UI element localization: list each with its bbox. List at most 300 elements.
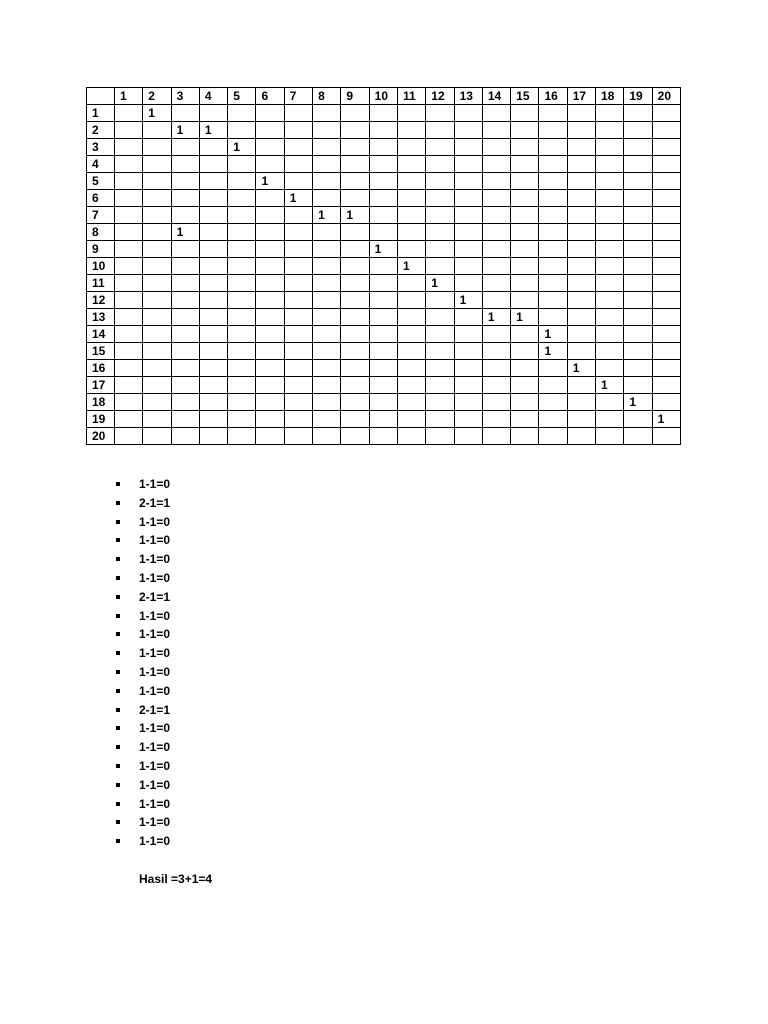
matrix-cell: 1	[199, 122, 227, 139]
matrix-cell	[596, 275, 624, 292]
matrix-cell	[596, 122, 624, 139]
adjacency-matrix-table	[86, 87, 681, 445]
matrix-cell	[652, 360, 680, 377]
matrix-cell	[539, 428, 567, 445]
matrix-cell	[454, 122, 482, 139]
matrix-cell	[596, 258, 624, 275]
matrix-cell	[369, 275, 397, 292]
calculation-text: 1-1=0	[139, 664, 171, 679]
table-row	[87, 292, 681, 309]
square-bullet-icon	[116, 595, 120, 599]
matrix-cell	[228, 258, 256, 275]
matrix-cell	[624, 156, 652, 173]
matrix-cell	[171, 258, 199, 275]
matrix-cell	[115, 309, 143, 326]
matrix-cell	[143, 326, 171, 343]
matrix-cell: 1	[369, 241, 397, 258]
matrix-cell	[256, 377, 284, 394]
matrix-cell	[199, 411, 227, 428]
row-header: 1	[87, 105, 115, 122]
column-header: 6	[256, 88, 284, 105]
matrix-cell	[652, 309, 680, 326]
table-row	[87, 343, 681, 360]
calculation-text: 2-1=1	[139, 495, 171, 510]
matrix-cell	[341, 122, 369, 139]
matrix-cell	[199, 326, 227, 343]
matrix-cell: 1	[171, 122, 199, 139]
matrix-cell	[284, 275, 312, 292]
matrix-cell	[313, 394, 341, 411]
list-item	[116, 757, 170, 776]
matrix-cell	[397, 224, 425, 241]
row-header: 10	[87, 258, 115, 275]
matrix-cell	[596, 343, 624, 360]
matrix-cell	[369, 139, 397, 156]
square-bullet-icon	[116, 802, 120, 806]
matrix-cell	[511, 428, 539, 445]
matrix-cell	[397, 411, 425, 428]
calculation-text: 1-1=0	[139, 477, 171, 491]
column-header: 16	[539, 88, 567, 105]
matrix-cell	[171, 105, 199, 122]
matrix-cell	[652, 326, 680, 343]
matrix-cell	[228, 411, 256, 428]
matrix-cell	[482, 156, 510, 173]
matrix-cell	[539, 377, 567, 394]
matrix-cell	[624, 411, 652, 428]
matrix-cell	[397, 122, 425, 139]
matrix-cell	[115, 173, 143, 190]
calculation-text: 1-1=0	[139, 646, 171, 661]
row-header: 4	[87, 156, 115, 173]
corner-cell	[87, 88, 115, 105]
matrix-cell	[454, 173, 482, 190]
row-header: 18	[87, 394, 115, 411]
matrix-cell	[171, 428, 199, 445]
matrix-cell: 1	[341, 207, 369, 224]
matrix-cell	[482, 343, 510, 360]
matrix-cell	[482, 326, 510, 343]
list-item	[116, 701, 170, 720]
matrix-cell	[115, 377, 143, 394]
matrix-cell	[228, 190, 256, 207]
matrix-cell: 1	[511, 309, 539, 326]
matrix-cell	[228, 173, 256, 190]
matrix-cell	[482, 292, 510, 309]
list-item	[116, 832, 170, 851]
matrix-cell	[115, 258, 143, 275]
matrix-cell	[256, 411, 284, 428]
matrix-cell	[596, 241, 624, 258]
square-bullet-icon	[116, 820, 120, 824]
column-header: 5	[228, 88, 256, 105]
matrix-cell	[115, 275, 143, 292]
table-row	[87, 105, 681, 122]
matrix-cell	[397, 377, 425, 394]
matrix-cell	[199, 360, 227, 377]
square-bullet-icon	[116, 783, 120, 787]
matrix-cell	[199, 105, 227, 122]
row-header: 14	[87, 326, 115, 343]
matrix-cell	[652, 156, 680, 173]
matrix-cell	[199, 190, 227, 207]
matrix-cell	[369, 377, 397, 394]
matrix-cell	[482, 377, 510, 394]
matrix-cell	[115, 122, 143, 139]
matrix-cell	[143, 377, 171, 394]
matrix-cell	[539, 139, 567, 156]
matrix-cell	[426, 224, 454, 241]
matrix-cell	[313, 258, 341, 275]
matrix-cell	[284, 207, 312, 224]
matrix-cell	[341, 326, 369, 343]
matrix-cell	[596, 411, 624, 428]
matrix-cell	[511, 394, 539, 411]
matrix-cell: 1	[228, 139, 256, 156]
column-header: 4	[199, 88, 227, 105]
list-item	[116, 663, 170, 682]
matrix-cell	[567, 224, 595, 241]
matrix-cell	[624, 377, 652, 394]
column-header: 8	[313, 88, 341, 105]
matrix-cell	[567, 173, 595, 190]
matrix-cell	[426, 258, 454, 275]
matrix-cell	[567, 411, 595, 428]
matrix-cell	[539, 258, 567, 275]
matrix-cell	[652, 190, 680, 207]
matrix-cell	[256, 428, 284, 445]
matrix-cell	[313, 326, 341, 343]
matrix-cell	[341, 428, 369, 445]
matrix-cell	[426, 428, 454, 445]
matrix-cell	[652, 241, 680, 258]
matrix-cell	[482, 224, 510, 241]
table-row	[87, 139, 681, 156]
matrix-cell	[454, 394, 482, 411]
matrix-cell	[369, 394, 397, 411]
matrix-cell	[284, 105, 312, 122]
matrix-cell	[171, 360, 199, 377]
matrix-cell	[482, 428, 510, 445]
matrix-cell: 1	[171, 224, 199, 241]
matrix-cell	[313, 292, 341, 309]
square-bullet-icon	[116, 708, 120, 712]
matrix-cell: 1	[624, 394, 652, 411]
matrix-cell	[369, 156, 397, 173]
matrix-cell	[624, 258, 652, 275]
matrix-cell	[596, 394, 624, 411]
list-item	[116, 795, 170, 814]
matrix-cell	[454, 360, 482, 377]
matrix-cell	[143, 292, 171, 309]
matrix-cell	[341, 275, 369, 292]
matrix-cell	[596, 326, 624, 343]
matrix-cell	[171, 275, 199, 292]
matrix-cell	[624, 360, 652, 377]
matrix-cell	[426, 309, 454, 326]
matrix-cell	[652, 207, 680, 224]
table-row	[87, 360, 681, 377]
matrix-cell	[171, 326, 199, 343]
matrix-cell	[284, 411, 312, 428]
matrix-cell	[228, 207, 256, 224]
matrix-cell	[115, 241, 143, 258]
list-item	[116, 625, 170, 644]
matrix-cell	[567, 139, 595, 156]
matrix-cell	[369, 224, 397, 241]
matrix-cell	[397, 428, 425, 445]
matrix-cell	[426, 190, 454, 207]
matrix-cell	[171, 411, 199, 428]
table-row	[87, 411, 681, 428]
matrix-cell: 1	[256, 173, 284, 190]
matrix-cell: 1	[539, 343, 567, 360]
matrix-cell	[284, 394, 312, 411]
matrix-cell	[115, 224, 143, 241]
matrix-cell: 1	[596, 377, 624, 394]
matrix-cell	[539, 173, 567, 190]
matrix-cell	[143, 275, 171, 292]
row-header: 15	[87, 343, 115, 360]
calculation-text: 1-1=0	[139, 721, 171, 736]
matrix-cell	[596, 105, 624, 122]
matrix-cell	[284, 122, 312, 139]
matrix-cell	[511, 173, 539, 190]
matrix-cell	[143, 173, 171, 190]
matrix-cell	[511, 411, 539, 428]
matrix-cell	[369, 207, 397, 224]
matrix-cell	[397, 360, 425, 377]
matrix-cell	[624, 326, 652, 343]
matrix-cell	[567, 207, 595, 224]
matrix-cell	[143, 258, 171, 275]
matrix-cell	[539, 122, 567, 139]
matrix-cell	[426, 377, 454, 394]
matrix-cell	[199, 207, 227, 224]
table-row	[87, 428, 681, 445]
matrix-cell	[652, 258, 680, 275]
list-item	[116, 607, 170, 626]
matrix-cell	[115, 139, 143, 156]
matrix-cell: 1	[284, 190, 312, 207]
list-item	[116, 813, 170, 832]
square-bullet-icon	[116, 764, 120, 768]
matrix-cell	[596, 173, 624, 190]
matrix-cell	[426, 207, 454, 224]
matrix-cell	[511, 377, 539, 394]
matrix-cell	[426, 241, 454, 258]
row-header: 5	[87, 173, 115, 190]
matrix-cell	[511, 190, 539, 207]
matrix-cell	[284, 428, 312, 445]
row-header: 19	[87, 411, 115, 428]
table-row	[87, 173, 681, 190]
calculation-text: 2-1=1	[139, 702, 171, 717]
matrix-cell	[426, 394, 454, 411]
square-bullet-icon	[116, 726, 120, 730]
matrix-cell	[454, 377, 482, 394]
matrix-cell	[228, 428, 256, 445]
matrix-cell	[454, 224, 482, 241]
matrix-cell	[539, 292, 567, 309]
matrix-cell	[313, 190, 341, 207]
header-row	[87, 88, 681, 105]
table-row	[87, 241, 681, 258]
matrix-cell	[454, 139, 482, 156]
matrix-cell	[596, 224, 624, 241]
matrix-cell	[171, 207, 199, 224]
matrix-cell	[652, 122, 680, 139]
matrix-cell	[228, 156, 256, 173]
calculation-text: 1-1=0	[139, 796, 171, 811]
matrix-cell	[228, 241, 256, 258]
square-bullet-icon	[116, 557, 120, 561]
matrix-cell	[539, 156, 567, 173]
matrix-cell	[539, 241, 567, 258]
matrix-cell	[539, 224, 567, 241]
matrix-cell	[397, 241, 425, 258]
matrix-cell	[511, 360, 539, 377]
matrix-cell	[652, 428, 680, 445]
matrix-cell	[228, 377, 256, 394]
matrix-cell	[567, 309, 595, 326]
matrix-cell	[624, 105, 652, 122]
matrix-cell	[171, 173, 199, 190]
matrix-cell	[482, 241, 510, 258]
matrix-cell	[284, 377, 312, 394]
matrix-cell	[143, 156, 171, 173]
table-row	[87, 309, 681, 326]
list-item	[116, 588, 170, 607]
matrix-cell	[115, 190, 143, 207]
matrix-cell	[426, 173, 454, 190]
matrix-cell	[256, 394, 284, 411]
column-header: 7	[284, 88, 312, 105]
matrix-cell: 1	[143, 105, 171, 122]
matrix-cell	[284, 241, 312, 258]
calculation-text: 1-1=0	[139, 683, 171, 698]
matrix-cell	[624, 275, 652, 292]
matrix-cell	[256, 292, 284, 309]
matrix-cell	[199, 156, 227, 173]
matrix-cell	[115, 343, 143, 360]
matrix-cell	[284, 326, 312, 343]
matrix-cell	[143, 139, 171, 156]
matrix-cell	[652, 105, 680, 122]
matrix-cell	[313, 343, 341, 360]
matrix-cell	[454, 105, 482, 122]
square-bullet-icon	[116, 501, 120, 505]
matrix-cell	[652, 394, 680, 411]
matrix-cell	[454, 343, 482, 360]
matrix-cell	[482, 360, 510, 377]
matrix-cell	[482, 173, 510, 190]
matrix-cell	[511, 122, 539, 139]
matrix-cell	[313, 428, 341, 445]
matrix-cell	[511, 275, 539, 292]
calculation-text: 1-1=0	[139, 608, 171, 623]
matrix-cell	[369, 309, 397, 326]
table-row	[87, 224, 681, 241]
matrix-cell	[482, 105, 510, 122]
matrix-cell	[426, 343, 454, 360]
matrix-cell	[652, 173, 680, 190]
matrix-cell	[143, 411, 171, 428]
matrix-cell	[199, 309, 227, 326]
matrix-cell	[369, 292, 397, 309]
matrix-cell	[652, 275, 680, 292]
matrix-cell	[567, 326, 595, 343]
matrix-cell	[567, 156, 595, 173]
matrix-cell	[624, 292, 652, 309]
matrix-cell	[143, 428, 171, 445]
matrix-cell	[624, 190, 652, 207]
matrix-cell	[652, 139, 680, 156]
matrix-cell	[143, 309, 171, 326]
matrix-cell	[199, 343, 227, 360]
matrix-cell	[426, 139, 454, 156]
result-text: Hasil =3+1=4	[139, 872, 213, 886]
column-header: 3	[171, 88, 199, 105]
matrix-cell	[115, 207, 143, 224]
square-bullet-icon	[116, 670, 120, 674]
list-item	[116, 644, 170, 663]
matrix-cell	[341, 190, 369, 207]
matrix-cell	[624, 122, 652, 139]
square-bullet-icon	[116, 651, 120, 655]
matrix-cell	[624, 139, 652, 156]
row-header: 16	[87, 360, 115, 377]
column-header: 17	[567, 88, 595, 105]
matrix-cell	[171, 190, 199, 207]
matrix-cell	[624, 241, 652, 258]
row-header: 13	[87, 309, 115, 326]
matrix-cell	[482, 139, 510, 156]
matrix-cell	[256, 360, 284, 377]
table-row	[87, 207, 681, 224]
matrix-cell	[284, 224, 312, 241]
matrix-cell	[199, 275, 227, 292]
calculation-text: 1-1=0	[139, 777, 171, 792]
matrix-cell	[341, 292, 369, 309]
matrix-cell	[652, 292, 680, 309]
matrix-cell	[143, 122, 171, 139]
matrix-cell: 1	[567, 360, 595, 377]
matrix-cell	[539, 309, 567, 326]
matrix-cell	[341, 224, 369, 241]
matrix-cell	[511, 326, 539, 343]
matrix-cell	[397, 394, 425, 411]
square-bullet-icon	[116, 689, 120, 693]
matrix-cell	[171, 394, 199, 411]
matrix-cell	[199, 139, 227, 156]
matrix-cell	[567, 122, 595, 139]
table-row	[87, 156, 681, 173]
calculation-list	[116, 475, 170, 851]
matrix-cell	[341, 258, 369, 275]
matrix-cell	[171, 139, 199, 156]
matrix-cell	[284, 292, 312, 309]
matrix-cell	[228, 343, 256, 360]
matrix-cell	[199, 173, 227, 190]
matrix-cell	[511, 258, 539, 275]
matrix-cell	[284, 258, 312, 275]
matrix-cell	[511, 241, 539, 258]
matrix-cell	[624, 428, 652, 445]
column-header: 20	[652, 88, 680, 105]
column-header: 19	[624, 88, 652, 105]
matrix-cell	[313, 411, 341, 428]
